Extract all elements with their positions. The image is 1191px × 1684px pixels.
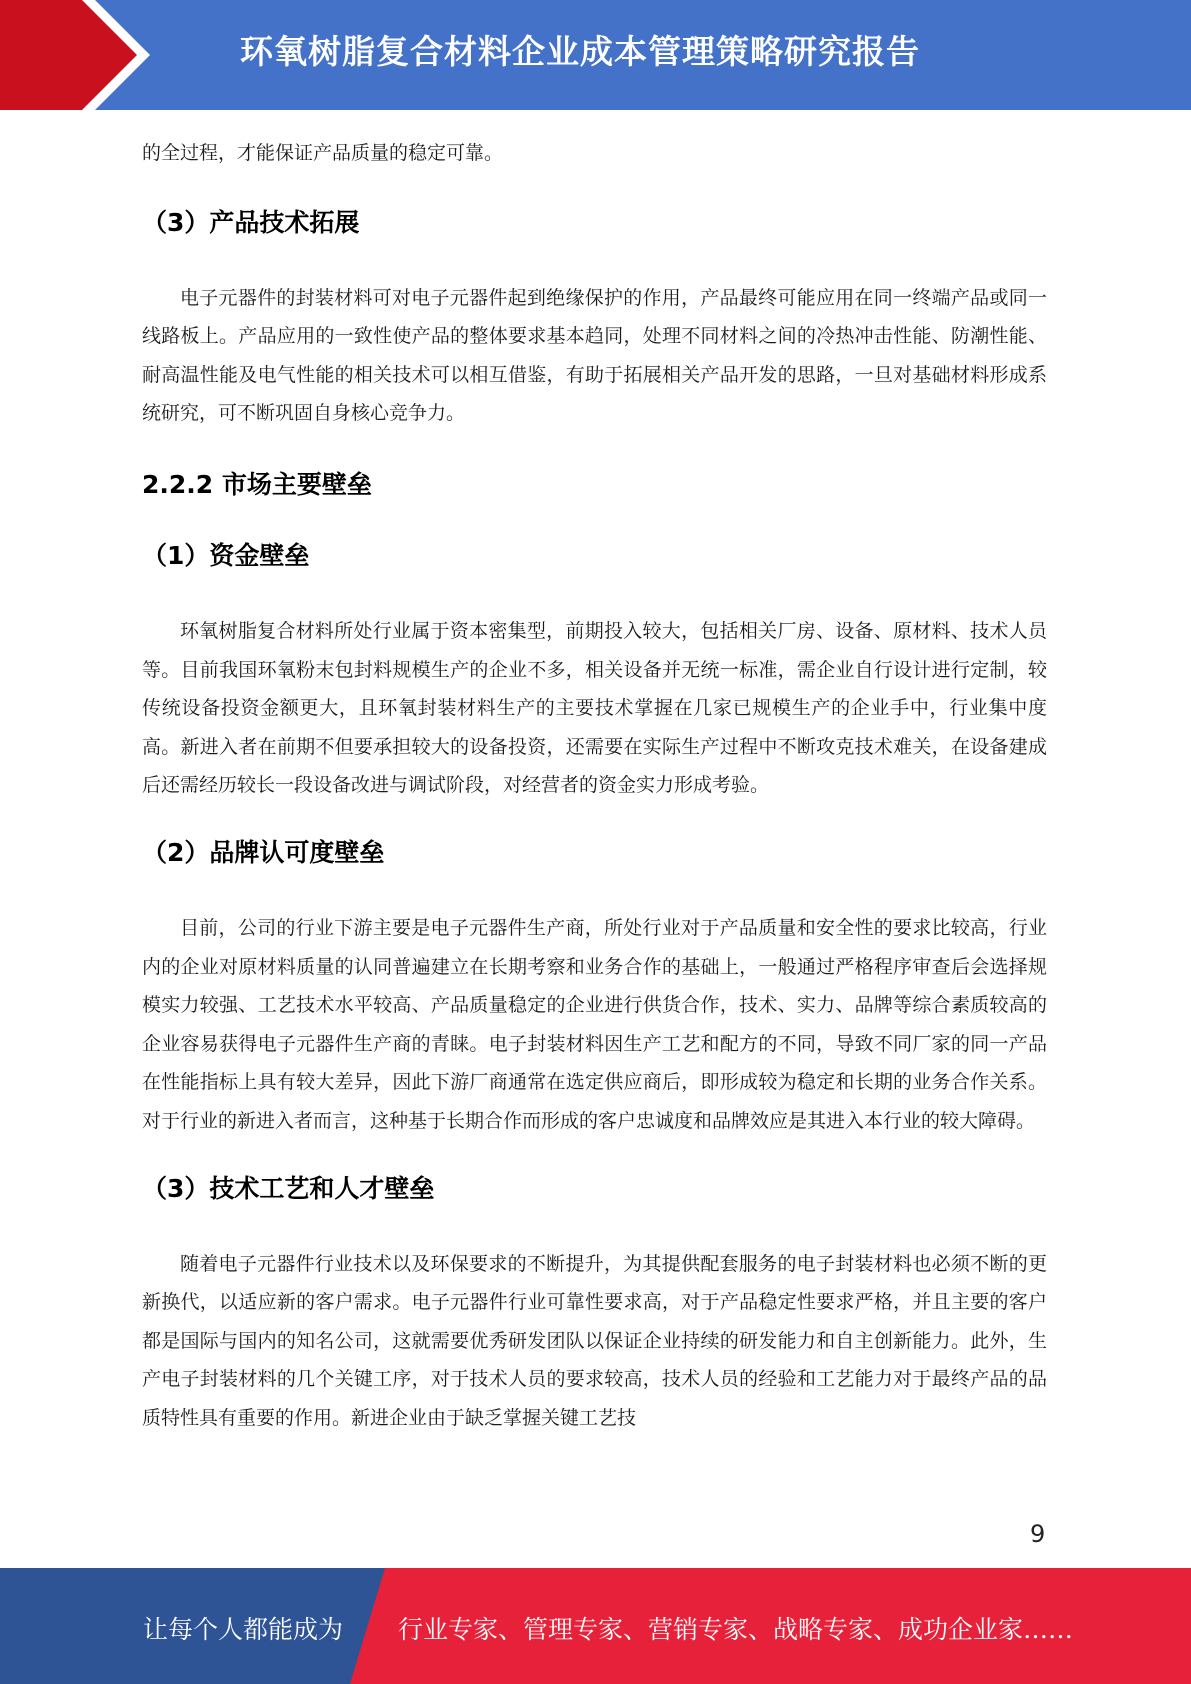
footer-slogan-right: 行业专家、管理专家、营销专家、战略专家、成功企业家…… [398,1615,1074,1644]
paragraph-product-tech: 电子元器件的封装材料可对电子元器件起到绝缘保护的作用，产品最终可能应用在同一终端产品或同一线路板上。产品应用的一致性使产品的整体要求基本趋同，处理不同材料之间的冷热冲击性能、防潮性能、耐高温性能及电气性能的相关技术可以相互借鉴，有助于拓展相关产品开发的思路，一旦对基础材料形成系统研究，可不断巩固自身核心竞争力。 [142,286,1047,425]
section-heading-product-tech: （3）产品技术拓展 [142,207,360,237]
page-number: 9 [1030,1520,1046,1548]
document-title: 环氧树脂复合材料企业成本管理策略研究报告 [240,32,920,71]
paragraph-capital-barrier: 环氧树脂复合材料所处行业属于资本密集型，前期投入较大，包括相关厂房、设备、原材料、技术人员等。目前我国环氧粉末包封料规模生产的企业不多，相关设备并无统一标准，需企业自行设计进行定制，较传统设备投资金额更大，且环氧封装材料生产的主要技术掌握在几家已规模生产的企业手中，行业集中度高。新进入者在前期不但要承担较大的设备投资，还需要在实际生产过程中不断攻克技术难关，在设备建成后还需经历较长一段设备改进与调试阶段，对经营者的资金实力形成考验。 [142,619,1047,797]
footer-slogan-left: 让每个人都能成为 [143,1615,344,1644]
page-header [0,0,1191,110]
section-heading-tech-talent-barrier: （3）技术工艺和人才壁垒 [142,1173,435,1203]
paragraph-tech-talent-barrier: 随着电子元器件行业技术以及环保要求的不断提升，为其提供配套服务的电子封装材料也必须不断的更新换代，以适应新的客户需求。电子元器件行业可靠性要求高，对于产品稳定性要求严格，并且主要的客户都是国际与国内的知名公司，这就需要优秀研发团队以保证企业持续的研发能力和自主创新能力。此外，生产电子封装材料的几个关键工序，对于技术人员的要求较高，技术人员的经验和工艺能力对于最终产品的品质特性具有重要的作用。新进企业由于缺乏掌握关键工艺技 [142,1252,1047,1429]
section-heading-capital-barrier: （1）资金壁垒 [142,540,310,570]
paragraph-brand-barrier: 目前，公司的行业下游主要是电子元器件生产商，所处行业对于产品质量和安全性的要求比较高，行业内的企业对原材料质量的认同普遍建立在长期考察和业务合作的基础上，一般通过严格程序审查后会选择规模实力较强、工艺技术水平较高、产品质量稳定的企业进行供货合作，技术、实力、品牌等综合素质较高的企业容易获得电子元器件生产商的青睐。电子封装材料因生产工艺和配方的不同，导致不同厂家的同一产品在性能指标上具有较大差异，因此下游厂商通常在选定供应商后，即形成较为稳定和长期的业务合作关系。对于行业的新进入者而言，这种基于长期合作而形成的客户忠诚度和品牌效应是其进入本行业的较大障碍。 [142,916,1047,1132]
page-footer [0,1568,1191,1684]
main-content [142,134,1047,1437]
section-heading-brand-barrier: （2）品牌认可度壁垒 [142,837,385,867]
paragraph-intro: 的全过程，才能保证产品质量的稳定可靠。 [142,142,504,164]
section-heading-market-barriers: 2.2.2 市场主要壁垒 [142,469,372,499]
